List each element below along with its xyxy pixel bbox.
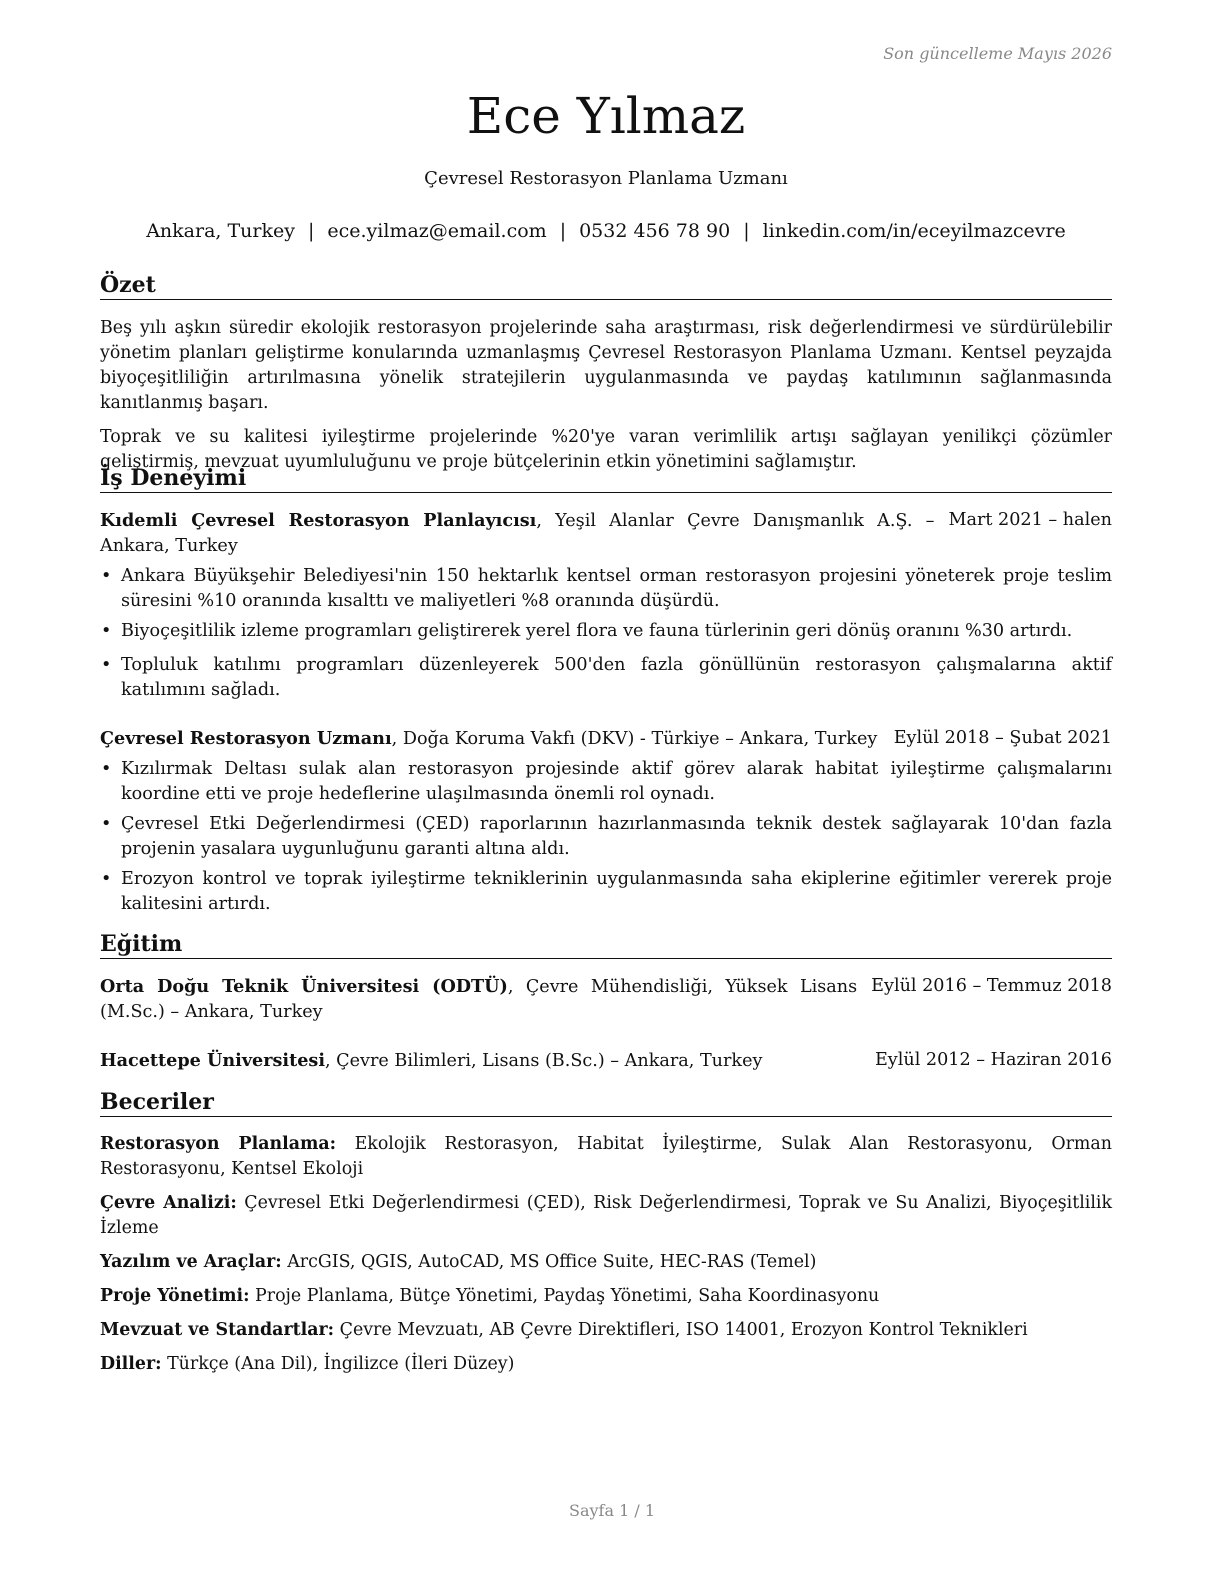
skill-label: Yazılım ve Araçlar: [100,1252,282,1272]
skill-line [100,1132,1112,1182]
job-dates: Eylül 2018 – Şubat 2021 [893,728,1112,748]
skill-line [100,1191,1112,1241]
skill-label: Restorasyon Planlama: [100,1134,337,1154]
contact-phone: 0532 456 78 90 [579,220,731,242]
job-bullet: • Çevresel Etki Değerlendirmesi (ÇED) raporlarının hazırlanmasında teknik destek sağlayarak 10'dan fazla projenin yasalara uygunluğunu garanti altına aldı. [100,812,1112,862]
skill-value: Ekolojik Restorasyon, Habitat İyileştirme, Sulak Alan Restorasyonu, Orman Restorasyonu, Kentsel Ekoloji [100,1134,1112,1179]
education-entry [100,974,1112,1025]
experience-section [100,465,1112,917]
contact-line [100,220,1112,242]
candidate-name: Ece Yılmaz [466,87,746,145]
skill-value: Çevre Mevzuatı, AB Çevre Direktifleri, ISO 14001, Erozyon Kontrol Teknikleri [334,1320,1028,1340]
skill-label: Mevzuat ve Standartlar: [100,1320,335,1340]
education-section [100,931,1112,1074]
job-bullets [100,564,1112,703]
job-dates: Mart 2021 – halen [948,510,1112,530]
job-details: , Yeşil Alanlar Çevre Danışmanlık A.Ş. – Ankara, Turkey [100,511,935,556]
summary-heading: Özet [100,272,1112,300]
education-school: Orta Doğu Teknik Üniversitesi (ODTÜ) [100,976,508,997]
skill-value: Türkçe (Ana Dil), İngilizce (İleri Düzey) [161,1354,515,1374]
job-bullet: • Erozyon kontrol ve toprak iyileştirme tekniklerinin uygulanmasında saha ekiplerine eğitimler vererek proje kalitesini artırdı. [100,867,1112,917]
skill-label: Diller: [100,1354,162,1374]
education-details: , Çevre Bilimleri, Lisans (B.Sc.) – Ankara, Turkey [325,1051,763,1071]
job-bullet: • Topluluk katılımı programları düzenleyerek 500'den fazla gönüllünün restorasyon çalışmalarına aktif katılımını sağladı. [100,653,1112,703]
job-header [100,508,1112,559]
skill-line [100,1284,1112,1309]
contact-separator: | [743,220,750,242]
job-bullet: • Biyoçeşitlilik izleme programları geliştirerek yerel flora ve fauna türlerinin geri dönüş oranını %30 artırdı. [100,619,1112,644]
page-number: Sayfa 1 / 1 [568,1501,655,1520]
last-updated: Son güncelleme Mayıs 2026 [883,44,1112,63]
skills-section [100,1089,1112,1377]
skill-line [100,1352,1112,1377]
job-role: Kıdemli Çevresel Restorasyon Planlayıcısı [100,510,537,531]
contact-separator: | [307,220,315,242]
summary-paragraph: Toprak ve su kalitesi iyileştirme projelerinde %20'ye varan verimlilik artışı sağlayan yenilikçi çözümler geliştirmiş, mevzuat uyumluluğunu ve proje bütçelerinin etkin yönetimini sağlamıştır. [100,427,1112,472]
education-details: , Çevre Mühendisliği, Yüksek Lisans (M.Sc.) – Ankara, Turkey [100,977,858,1022]
skill-line [100,1250,1112,1275]
education-dates: Eylül 2012 – Haziran 2016 [874,1050,1112,1070]
education-heading: Eğitim [100,931,1112,959]
summary-paragraph: Beş yılı aşkın süredir ekolojik restorasyon projelerinde saha araştırması, risk değerlendirmesi ve sürdürülebilir yönetim planları geliştirme konularında uzmanlaşmış Çevresel Restorasyon Planlama Uzmanı. Kentsel peyzajda biyoçeşitliliğin artırılmasına yönelik stratejilerin uygulanmasında ve paydaş katılımının sağlanmasında kanıtlanmış başarı. [100,318,1112,413]
contact-separator: | [559,220,567,242]
skill-value: ArcGIS, QGIS, AutoCAD, MS Office Suite, HEC-RAS (Temel) [281,1252,817,1272]
skill-value: Çevresel Etki Değerlendirmesi (ÇED), Risk Değerlendirmesi, Toprak ve Su Analizi, Biyoçeşitlilik İzleme [100,1193,1112,1238]
skill-label: Proje Yönetimi: [100,1286,250,1306]
contact-location: Ankara, Turkey [146,220,295,242]
job-header [100,726,1112,752]
candidate-title: Çevresel Restorasyon Planlama Uzmanı [424,168,788,189]
job-bullet: • Ankara Büyükşehir Belediyesi'nin 150 hektarlık kentsel orman restorasyon projesini yöneterek proje teslim süresini %10 oranında kısalttı ve maliyetleri %8 oranında düşürdü. [100,564,1112,614]
contact-linkedin[interactable]: linkedin.com/in/eceyilmazcevre [762,220,1066,242]
education-entry [100,1048,1112,1074]
skill-label: Çevre Analizi: [100,1193,237,1213]
skill-line [100,1318,1112,1343]
job-bullet: • Kızılırmak Deltası sulak alan restorasyon projesinde aktif görev alarak habitat iyileştirme çalışmalarını koordine etti ve proje hedeflerine ulaşılmasında önemli rol oynadı. [100,757,1112,807]
job-details: , Doğa Koruma Vakfı (DKV) - Türkiye – Ankara, Turkey [391,729,878,749]
contact-email[interactable]: ece.yilmaz@email.com [327,220,547,242]
job-bullets [100,757,1112,917]
summary-section [100,272,1112,475]
job-entry [100,508,1112,703]
job-entry [100,726,1112,917]
experience-heading: İş Deneyimi [100,465,1112,493]
skill-value: Proje Planlama, Bütçe Yönetimi, Paydaş Yönetimi, Saha Koordinasyonu [249,1286,880,1306]
education-school: Hacettepe Üniversitesi [100,1050,325,1071]
education-dates: Eylül 2016 – Temmuz 2018 [871,976,1112,996]
skills-heading: Beceriler [100,1089,1112,1117]
job-role: Çevresel Restorasyon Uzmanı [100,728,392,749]
